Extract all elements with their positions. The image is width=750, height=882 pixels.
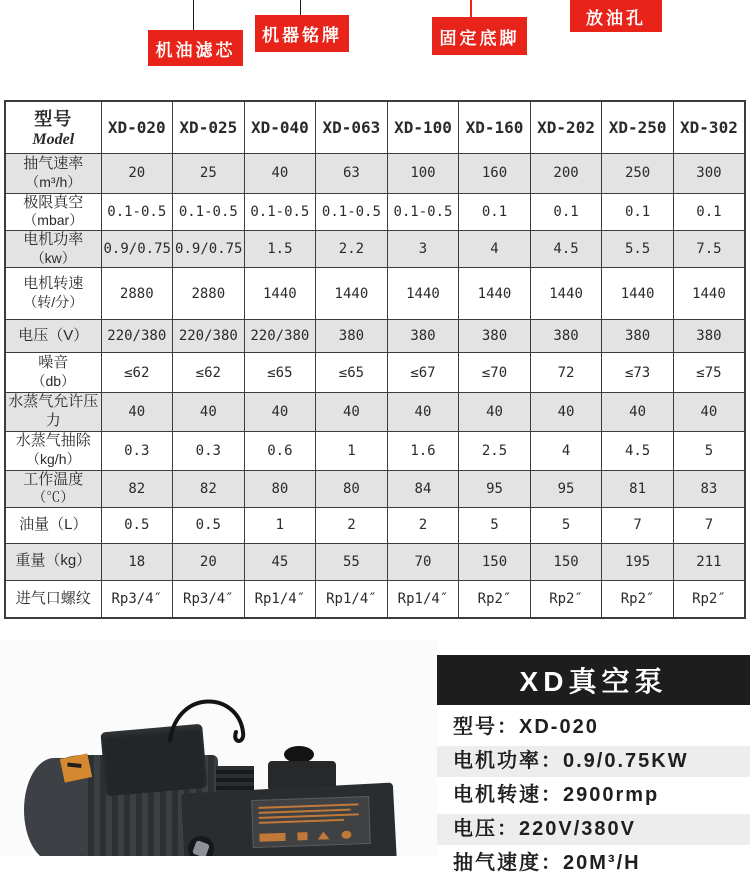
spec-cell: 1.6: [387, 431, 459, 470]
spec-row: [5, 353, 745, 393]
spec-cell: Rp3/4″: [101, 580, 173, 618]
spec-cell: 2: [387, 507, 459, 543]
product-panel-row-label: 型号：: [453, 716, 519, 738]
model-header-label-en: Model: [32, 131, 75, 149]
callout-oil-drain: 放油孔: [570, 0, 662, 32]
product-panel-row-value: 0.9/0.75KW: [563, 750, 689, 772]
spec-row-label: 工作温度 （℃）: [5, 470, 101, 507]
model-header-label: [5, 101, 101, 153]
spec-cell: 40: [530, 393, 602, 432]
spec-cell: Rp2″: [530, 580, 602, 618]
spec-cell: 1440: [530, 268, 602, 320]
product-panel-row: [437, 712, 750, 743]
spec-cell: 63: [316, 153, 388, 193]
spec-cell: 0.5: [173, 507, 245, 543]
spec-cell: 150: [459, 543, 531, 580]
spec-cell: Rp1/4″: [316, 580, 388, 618]
spec-cell: 4.5: [530, 230, 602, 267]
spec-cell: 300: [673, 153, 745, 193]
spec-cell: 1440: [387, 268, 459, 320]
pump-nameplate: [251, 796, 371, 848]
spec-cell: 211: [673, 543, 745, 580]
pump-cable: [100, 640, 300, 750]
spec-cell: ≤62: [173, 353, 245, 393]
spec-cell: 380: [316, 320, 388, 353]
spec-cell: 40: [316, 393, 388, 432]
spec-row-label: 水蒸气抽除 （kg/h）: [5, 431, 101, 470]
spec-cell: 0.9/0.75: [173, 230, 245, 267]
spec-cell: 220/380: [244, 320, 316, 353]
spec-cell: 5.5: [602, 230, 674, 267]
model-header: XD-160: [459, 101, 531, 153]
product-panel-title: XD真空泵: [437, 655, 750, 705]
spec-cell: Rp1/4″: [387, 580, 459, 618]
model-header: XD-063: [316, 101, 388, 153]
spec-cell: 380: [673, 320, 745, 353]
spec-cell: 4.5: [602, 431, 674, 470]
spec-cell: 0.9/0.75: [101, 230, 173, 267]
spec-cell: 200: [530, 153, 602, 193]
product-photo: [0, 640, 437, 856]
spec-cell: Rp1/4″: [244, 580, 316, 618]
spec-cell: 4: [530, 431, 602, 470]
spec-cell: 1440: [459, 268, 531, 320]
spec-row: [5, 268, 745, 320]
callout-line-oil-filter: [193, 0, 194, 30]
spec-cell: 45: [244, 543, 316, 580]
spec-cell: 1440: [673, 268, 745, 320]
spec-row: [5, 230, 745, 267]
product-panel-row: [437, 780, 750, 811]
spec-cell: 40: [173, 393, 245, 432]
spec-cell: 2.2: [316, 230, 388, 267]
product-panel: [437, 655, 750, 882]
spec-cell: 5: [673, 431, 745, 470]
product-panel-row-label: 电机转速：: [453, 784, 563, 806]
spec-cell: 40: [244, 393, 316, 432]
pump-drain-bolt: [188, 836, 214, 856]
spec-cell: 220/380: [101, 320, 173, 353]
product-panel-row-label: 抽气速度：: [453, 852, 563, 874]
spec-cell: 25: [173, 153, 245, 193]
callout-line-fixed-base: [470, 0, 472, 17]
spec-cell: 3: [387, 230, 459, 267]
spec-row-label: 重量（kg）: [5, 543, 101, 580]
spec-cell: 83: [673, 470, 745, 507]
spec-cell: Rp3/4″: [173, 580, 245, 618]
spec-cell: ≤67: [387, 353, 459, 393]
spec-cell: ≤73: [602, 353, 674, 393]
spec-row-label: 极限真空 （mbar）: [5, 193, 101, 230]
product-panel-row: [437, 746, 750, 777]
product-panel-rows: [437, 712, 750, 879]
spec-cell: 2880: [173, 268, 245, 320]
spec-cell: ≤75: [673, 353, 745, 393]
spec-row: [5, 470, 745, 507]
spec-row: [5, 153, 745, 193]
spec-cell: ≤62: [101, 353, 173, 393]
spec-row: [5, 543, 745, 580]
spec-cell: 40: [459, 393, 531, 432]
spec-cell: 0.1-0.5: [173, 193, 245, 230]
spec-cell: ≤65: [244, 353, 316, 393]
model-header-label-cn: 型号: [34, 109, 73, 130]
model-header: XD-202: [530, 101, 602, 153]
spec-cell: Rp2″: [459, 580, 531, 618]
spec-cell: 0.5: [101, 507, 173, 543]
spec-cell: Rp2″: [673, 580, 745, 618]
spec-row-label: 抽气速率 （m³/h）: [5, 153, 101, 193]
spec-row: [5, 193, 745, 230]
spec-row-label: 电机转速 （转/分）: [5, 268, 101, 320]
product-panel-row: [437, 814, 750, 845]
spec-cell: 40: [673, 393, 745, 432]
spec-cell: 0.1-0.5: [101, 193, 173, 230]
spec-cell: 1: [244, 507, 316, 543]
spec-cell: 40: [244, 153, 316, 193]
spec-cell: 40: [602, 393, 674, 432]
product-panel-row-label: 电机功率：: [453, 750, 563, 772]
spec-cell: 70: [387, 543, 459, 580]
spec-cell: 82: [101, 470, 173, 507]
spec-cell: 95: [530, 470, 602, 507]
spec-cell: 72: [530, 353, 602, 393]
spec-row: [5, 580, 745, 618]
spec-cell: Rp2″: [602, 580, 674, 618]
spec-cell: 380: [530, 320, 602, 353]
callout-nameplate: 机器铭牌: [255, 15, 349, 52]
spec-cell: 55: [316, 543, 388, 580]
model-header: XD-100: [387, 101, 459, 153]
spec-cell: 20: [173, 543, 245, 580]
spec-row-label: 油量（L）: [5, 507, 101, 543]
model-header: XD-040: [244, 101, 316, 153]
spec-cell: 0.1-0.5: [316, 193, 388, 230]
spec-cell: 160: [459, 153, 531, 193]
spec-row: [5, 320, 745, 353]
spec-cell: 0.1: [530, 193, 602, 230]
spec-cell: 80: [316, 470, 388, 507]
spec-cell: 1440: [244, 268, 316, 320]
product-panel-row-value: XD-020: [519, 716, 599, 738]
spec-row-label: 电机功率 （kw）: [5, 230, 101, 267]
product-panel-row-value: 220V/380V: [519, 818, 636, 840]
spec-cell: 380: [387, 320, 459, 353]
spec-table: [4, 100, 746, 619]
product-panel-row-value: 20M³/H: [563, 852, 641, 874]
spec-cell: 95: [459, 470, 531, 507]
spec-header-row: [5, 101, 745, 153]
callout-oil-filter: 机油滤芯: [148, 30, 243, 66]
spec-cell: 380: [602, 320, 674, 353]
model-header: XD-250: [602, 101, 674, 153]
spec-cell: 0.3: [101, 431, 173, 470]
spec-cell: 5: [459, 507, 531, 543]
spec-cell: 195: [602, 543, 674, 580]
callout-line-nameplate: [300, 0, 301, 15]
spec-cell: 0.1-0.5: [244, 193, 316, 230]
spec-cell: 82: [173, 470, 245, 507]
spec-cell: 7.5: [673, 230, 745, 267]
spec-cell: 0.1: [602, 193, 674, 230]
spec-cell: 100: [387, 153, 459, 193]
callout-fixed-base: 固定底脚: [432, 17, 527, 55]
spec-cell: 0.1: [459, 193, 531, 230]
spec-cell: 0.3: [173, 431, 245, 470]
spec-cell: 2.5: [459, 431, 531, 470]
spec-cell: 5: [530, 507, 602, 543]
spec-row-label: 电压（V）: [5, 320, 101, 353]
spec-cell: 0.6: [244, 431, 316, 470]
spec-row-label: 水蒸气允许压力: [5, 393, 101, 432]
product-panel-row-label: 电压：: [453, 818, 519, 840]
spec-cell: 1.5: [244, 230, 316, 267]
spec-cell: 20: [101, 153, 173, 193]
spec-cell: 40: [387, 393, 459, 432]
spec-row-label: 进气口螺纹: [5, 580, 101, 618]
spec-cell: 7: [673, 507, 745, 543]
spec-row: [5, 431, 745, 470]
spec-cell: 2880: [101, 268, 173, 320]
spec-cell: 80: [244, 470, 316, 507]
spec-cell: 81: [602, 470, 674, 507]
spec-cell: 7: [602, 507, 674, 543]
spec-cell: ≤65: [316, 353, 388, 393]
spec-cell: 250: [602, 153, 674, 193]
spec-cell: 18: [101, 543, 173, 580]
spec-cell: 150: [530, 543, 602, 580]
model-header: XD-020: [101, 101, 173, 153]
spec-row-label: 噪音 （db）: [5, 353, 101, 393]
spec-cell: 2: [316, 507, 388, 543]
spec-cell: 84: [387, 470, 459, 507]
model-header: XD-302: [673, 101, 745, 153]
model-header: XD-025: [173, 101, 245, 153]
spec-cell: 4: [459, 230, 531, 267]
spec-cell: 0.1-0.5: [387, 193, 459, 230]
product-panel-row-value: 2900rmp: [563, 784, 660, 806]
spec-cell: 1: [316, 431, 388, 470]
spec-table-body: [5, 153, 745, 618]
spec-cell: 40: [101, 393, 173, 432]
spec-row: [5, 507, 745, 543]
spec-cell: 0.1: [673, 193, 745, 230]
spec-row: [5, 393, 745, 432]
spec-cell: 1440: [316, 268, 388, 320]
spec-cell: 1440: [602, 268, 674, 320]
spec-cell: ≤70: [459, 353, 531, 393]
spec-cell: 380: [459, 320, 531, 353]
product-panel-row: [437, 848, 750, 879]
spec-cell: 220/380: [173, 320, 245, 353]
